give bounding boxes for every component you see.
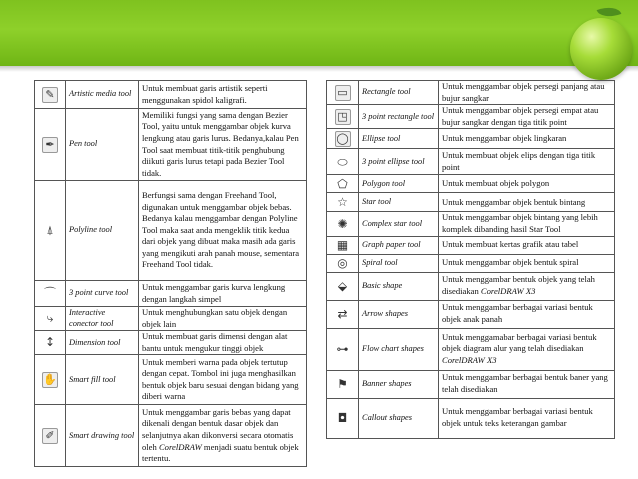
table-row [35, 355, 307, 405]
brand-name: CorelDRAW X3 [480, 286, 536, 297]
smart-fill-icon: ✋ [43, 372, 57, 386]
table-row [327, 272, 615, 300]
star-icon: ☆ [337, 195, 348, 210]
right-tools-table [326, 80, 615, 439]
tool-description: Untuk menggambar objek lingkaran [439, 129, 615, 149]
rectangle-icon: ▭ [335, 85, 351, 101]
tool-name: Flow chart shapes [359, 328, 439, 370]
tool-name: Callout shapes [359, 398, 439, 438]
table-row [327, 193, 615, 212]
brand-name: CorelDRAW [158, 441, 202, 452]
table-row [327, 105, 615, 129]
brand-name: CorelDRAW X3 [442, 354, 497, 365]
polygon-icon: ⬠ [337, 176, 348, 191]
tool-name: Polyline tool [66, 181, 139, 281]
spiral-icon: ◎ [337, 255, 348, 270]
smart-drawing-icon: ✐ [42, 428, 58, 444]
arrow-shapes-icon: ⇄ [337, 306, 348, 321]
header-banner [0, 0, 638, 66]
tool-description: Untuk memberi warna pada objek tertutup dengan cepat. Tombol ini juga menghasilkan bentuk objek baru sesuai dengan bidang yang diberi warna [139, 355, 307, 405]
tool-name: Pen tool [66, 109, 139, 181]
complex-star-icon: ✺ [337, 216, 348, 231]
tool-name: Artistic media tool [66, 81, 139, 109]
pen-icon: ✒ [42, 137, 58, 153]
table-row [327, 236, 615, 254]
3-point-ellipse-icon: ⬭ [337, 154, 348, 169]
table-row [327, 175, 615, 193]
table-row [327, 370, 615, 398]
tool-description: Untuk membuat objek polygon [439, 175, 615, 193]
tool-name: Smart fill tool [66, 355, 139, 405]
desc-part: Untuk menggambar garis bebas yang dapat dikenali dengan bentuk dasar objek dan selanjutnya akan dikonversi secara otomatis oleh [142, 406, 294, 452]
tool-description [439, 328, 615, 370]
table-row [35, 181, 307, 281]
tool-name: Ellipse tool [359, 129, 439, 149]
flow-chart-shapes-icon: ⊶ [336, 341, 349, 356]
table-row [327, 149, 615, 175]
tool-name: Basic shape [359, 272, 439, 300]
tool-name: Interactive conector tool [66, 307, 139, 331]
artistic-media-icon: ✎ [42, 87, 58, 103]
tool-description [439, 272, 615, 300]
tool-name: Dimension tool [66, 331, 139, 355]
green-apple-decoration [570, 18, 632, 80]
tool-name: Smart drawing tool [66, 405, 139, 467]
tool-name: 3 point ellipse tool [359, 149, 439, 175]
basic-shape-icon: ⬙ [337, 278, 348, 293]
table-row [35, 331, 307, 355]
polyline-icon: ⍋ [46, 223, 54, 238]
tool-description: Untuk membuat garis artistik seperti menggunakan spidol kaligrafi. [139, 81, 307, 109]
ellipse-icon: ◯ [336, 131, 349, 145]
banner-shapes-icon: ⚑ [337, 376, 348, 391]
callout-shapes-icon: ◘ [337, 410, 348, 425]
tool-description: Untuk menggambar garis kurva lengkung dengan langkah simpel [139, 281, 307, 307]
tool-name: 3 point rectangle tool [359, 105, 439, 129]
table-row [327, 300, 615, 328]
tool-description: Untuk menggambar berbagai bentuk baner yang telah disediakan [439, 370, 615, 398]
graph-paper-icon: ▦ [336, 237, 349, 252]
tool-name: Spiral tool [359, 254, 439, 272]
tool-description: Memiliki fungsi yang sama dengan Bezier Tool, yaitu untuk menggambar objek kurva lengkung atau garis lurus. Bedanya,kalau Pen Tool saat membuat titik-titik penghubung diikuti garis lurus tetapi pada Bezier Tool tidak. [139, 109, 307, 181]
tool-description: Untuk menghubungkan satu objek dengan objek lain [139, 307, 307, 331]
table-row [327, 81, 615, 105]
3-point-curve-icon: ⌒ [43, 286, 56, 301]
desc-part: Untuk menggamabar berbagai variasi bentuk objek diagram alur yang telah disediakan [442, 331, 597, 354]
tool-description: Untuk menggambar berbagai variasi bentuk objek anak panah [439, 300, 615, 328]
table-row [35, 281, 307, 307]
tool-name: Star tool [359, 193, 439, 212]
desc-part: menjadi suatu bentuk objek tertentu. [142, 441, 299, 464]
interactive-connector-icon: ⤷ [46, 311, 54, 326]
tool-name: Banner shapes [359, 370, 439, 398]
table-row [327, 212, 615, 236]
tool-name: Complex star tool [359, 212, 439, 236]
tool-name: 3 point curve tool [66, 281, 139, 307]
table-row [35, 307, 307, 331]
table-row [327, 328, 615, 370]
left-tools-table [34, 80, 307, 467]
dimension-icon: ↕ [44, 335, 56, 350]
table-row [35, 81, 307, 109]
tool-description [139, 405, 307, 467]
tool-name: Rectangle tool [359, 81, 439, 105]
table-row [327, 398, 615, 438]
tool-description: Untuk menggambar objek bentuk spiral [439, 254, 615, 272]
tool-description: Berfungsi sama dengan Freehand Tool, digunakan untuk menggambar objek bebas. Bedanya kalau menggambar dengan Polyline Tool maka saat anda mengeklik titik kedua dari objek yang dibuat maka masih ada garis yang mengikuti arah panah mouse, sementara Freehand Tool tidak. [139, 181, 307, 281]
tool-description: Untuk menggambar objek persegi empat atau bujur sangkar dengan tiga titik point [439, 105, 615, 129]
3-point-rectangle-icon: ◳ [335, 109, 351, 125]
tool-description: Untuk menggambar berbagai variasi bentuk objek untuk teks keterangan gambar [439, 398, 615, 438]
tool-name: Polygon tool [359, 175, 439, 193]
table-row [327, 129, 615, 149]
tool-description: Untuk membuat kertas grafik atau tabel [439, 236, 615, 254]
tool-description: Untuk menggambar objek bintang yang lebih komplek dibanding hasil Star Tool [439, 212, 615, 236]
tool-description: Untuk menggambar objek bentuk bintang [439, 193, 615, 212]
desc-part: Untuk menggambar bentuk objek yang telah disediakan [442, 274, 595, 297]
tool-name: Arrow shapes [359, 300, 439, 328]
tool-description: Untuk membuat garis dimensi dengan alat bantu untuk mengukur tinggi objek [139, 331, 307, 355]
table-row [35, 109, 307, 181]
table-row [35, 405, 307, 467]
tool-description: Untuk membuat objek elips dengan tiga titik point [439, 149, 615, 175]
banner-shadow [0, 66, 638, 72]
tool-description: Untuk menggambar objek persegi panjang atau bujur sangkar [439, 81, 615, 105]
tool-name: Graph paper tool [359, 236, 439, 254]
table-row [327, 254, 615, 272]
